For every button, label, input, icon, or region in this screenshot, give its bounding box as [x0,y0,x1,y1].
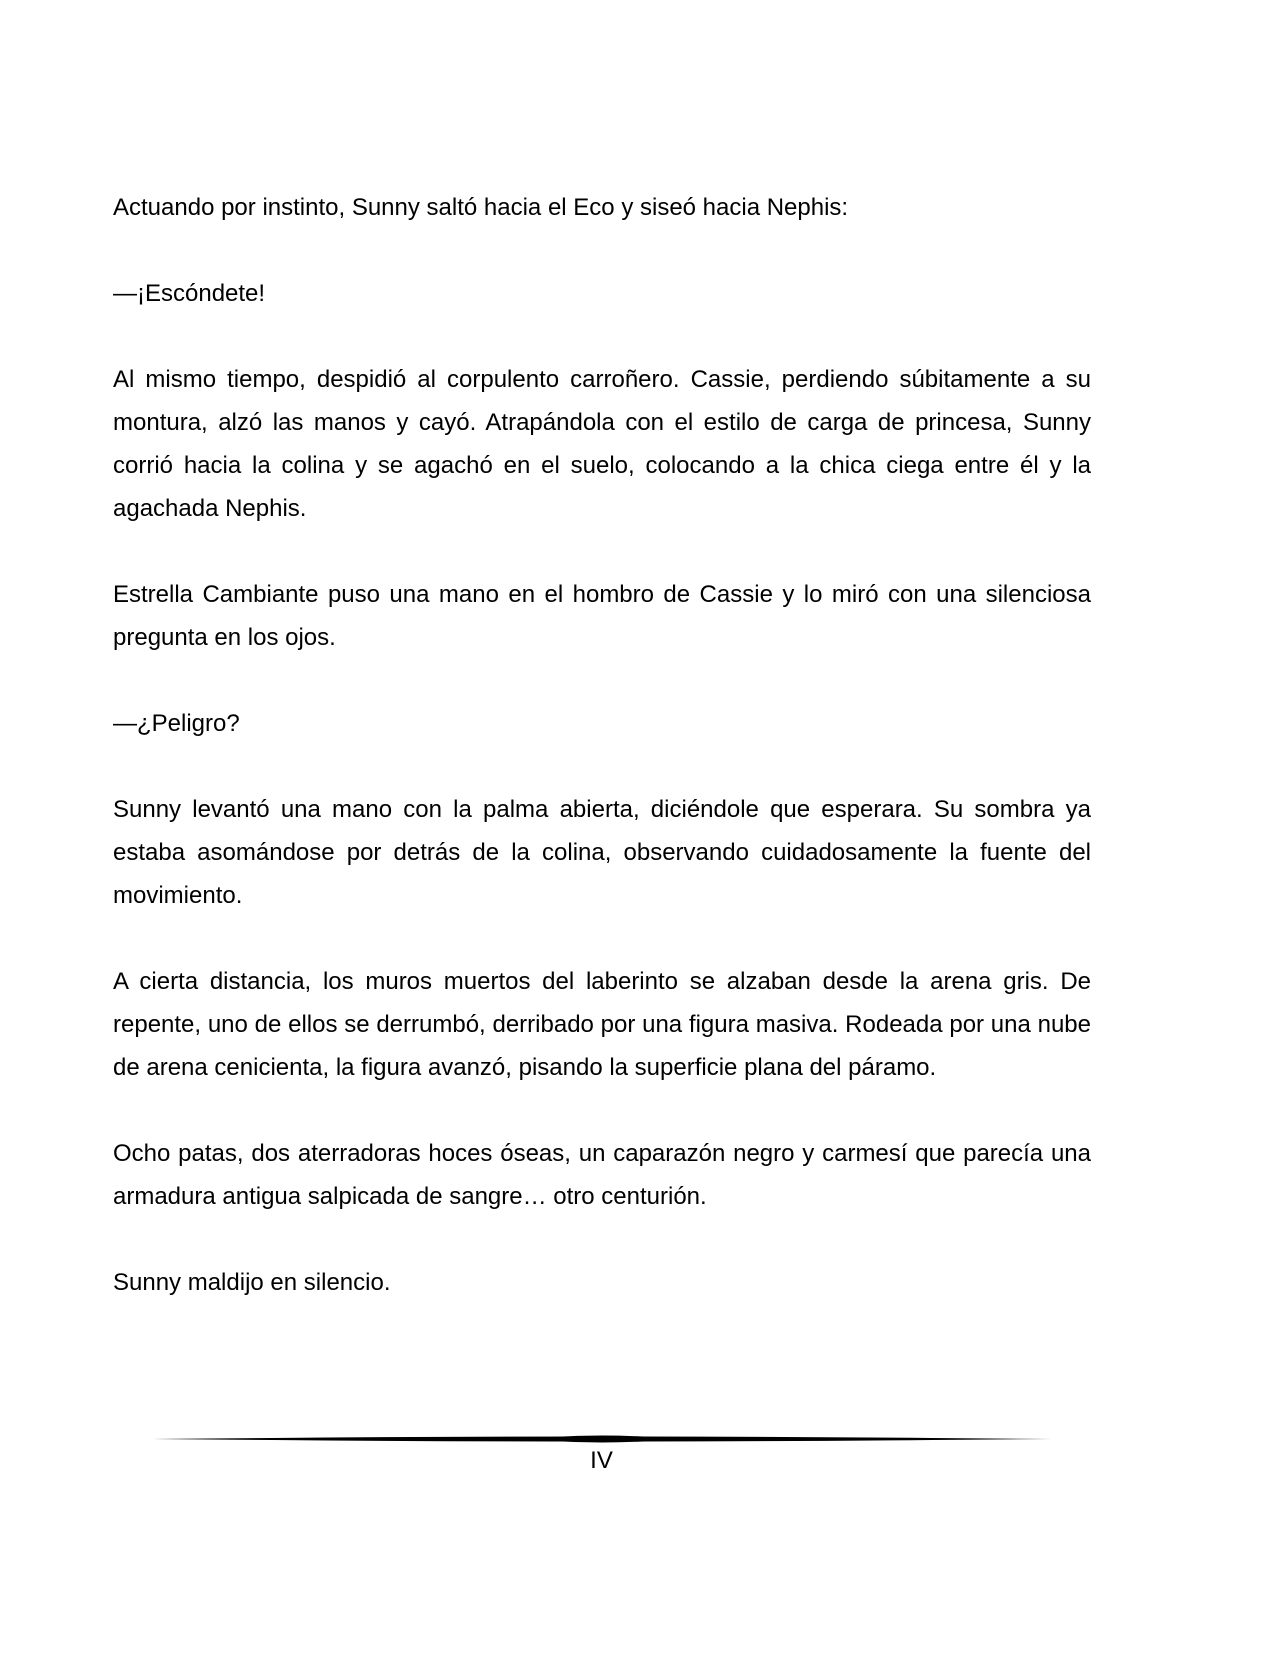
body-text [113,186,1091,1304]
paragraph: Al mismo tiempo, despidió al corpulento carroñero. Cassie, perdiendo súbitamente a su montura, alzó las manos y cayó. Atrapándola con el estilo de carga de princesa, Sunny corrió hacia la colina y se agachó en el suelo, colocando a la chica ciega entre él y la agachada Nephis. [113,366,1091,522]
paragraph: A cierta distancia, los muros muertos del laberinto se alzaban desde la arena gris. De repente, uno de ellos se derrumbó, derribado por una figura masiva. Rodeada por una nube de arena cenicienta, la figura avanzó, pisando la superficie plana del páramo. [113,968,1091,1081]
paragraph: Actuando por instinto, Sunny saltó hacia el Eco y siseó hacia Nephis: [113,194,849,221]
dialogue-line: —¿Peligro? [113,710,240,737]
paragraph: Sunny maldijo en silencio. [113,1269,391,1296]
paragraph: Estrella Cambiante puso una mano en el hombro de Cassie y lo miró con una silenciosa pregunta en los ojos. [113,581,1091,651]
paragraph: Ocho patas, dos aterradoras hoces óseas, un caparazón negro y carmesí que parecía una armadura antigua salpicada de sangre… otro centurión. [113,1140,1091,1210]
dialogue-line: —¡Escóndete! [113,280,266,307]
paragraph: Sunny levantó una mano con la palma abierta, diciéndole que esperara. Su sombra ya estaba asomándose por detrás de la colina, observando cuidadosamente la fuente del movimiento. [113,796,1091,909]
footer-divider [152,1433,1052,1445]
page-number: IV [590,1447,613,1474]
